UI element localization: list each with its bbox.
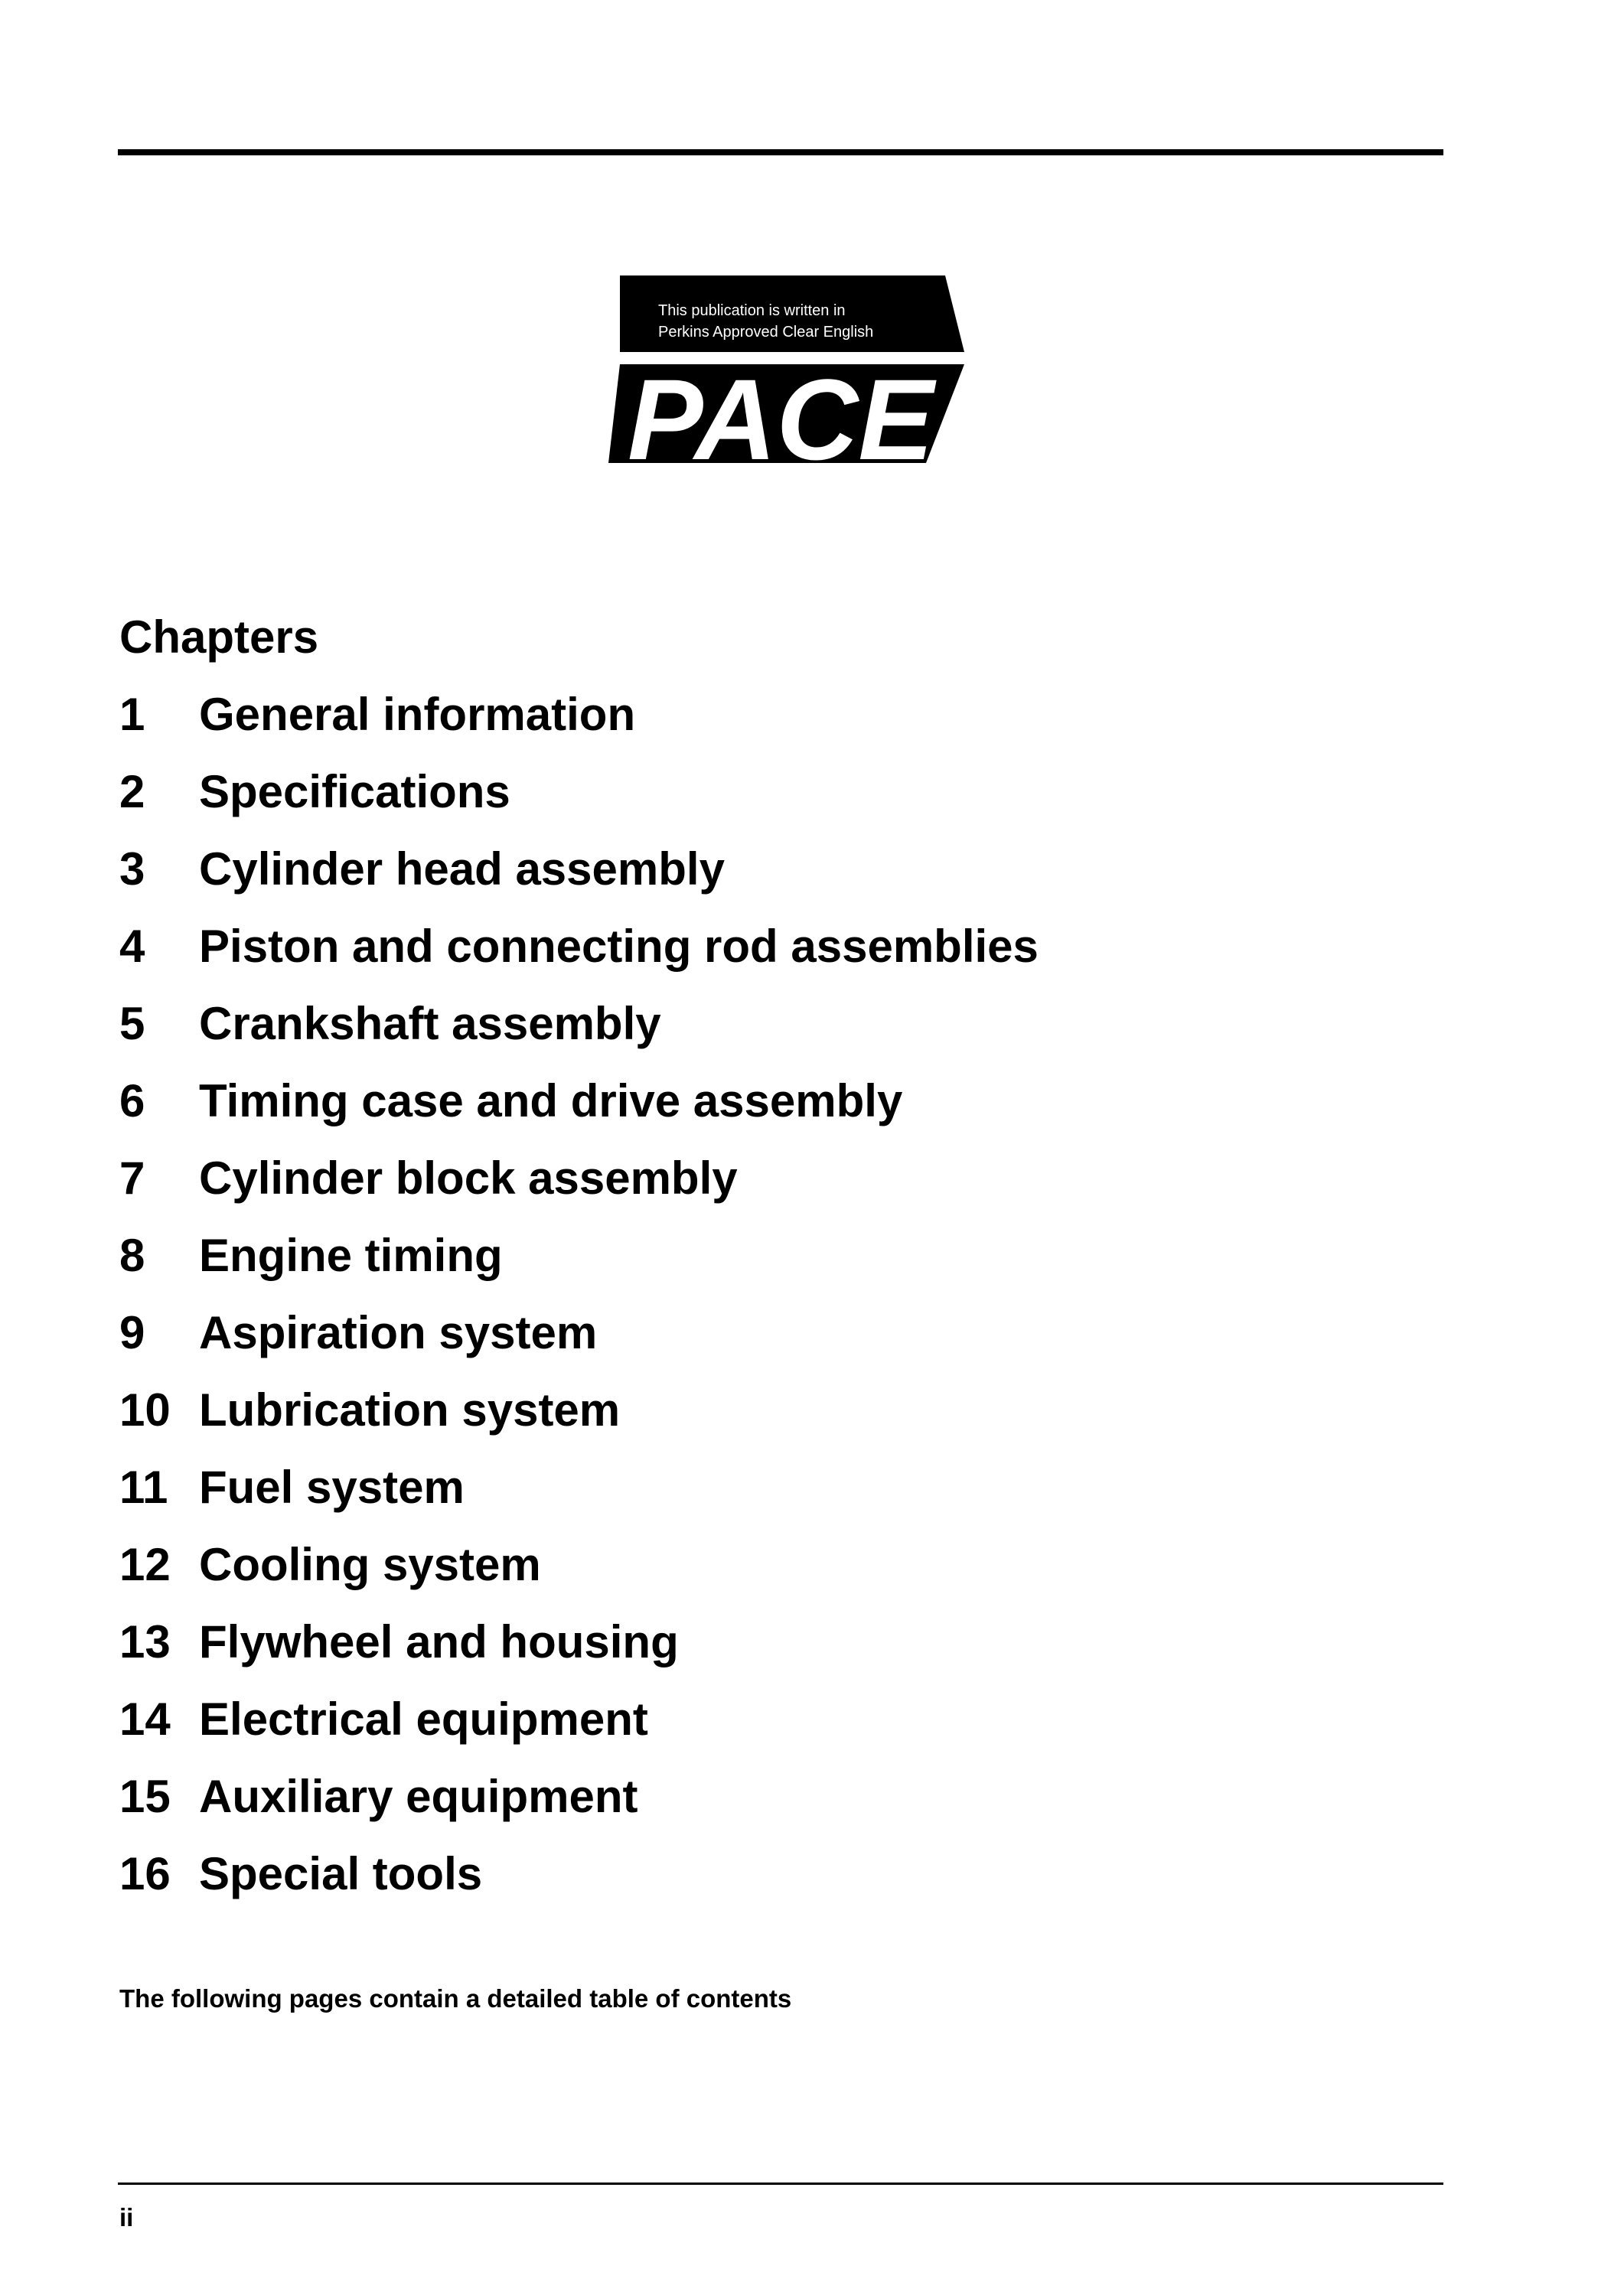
chapter-number: 10	[119, 1384, 171, 1436]
chapter-item	[119, 1074, 1039, 1151]
chapter-item	[119, 996, 1039, 1074]
chapter-number: 14	[119, 1694, 171, 1745]
pace-wordmark: PACE	[628, 355, 937, 467]
chapter-item	[119, 1615, 1039, 1692]
pace-logo	[605, 275, 972, 467]
chapter-title: General information	[199, 689, 636, 740]
chapter-title: Fuel system	[199, 1462, 465, 1513]
chapter-number: 5	[119, 998, 145, 1049]
chapter-number: 8	[119, 1230, 145, 1281]
chapter-item	[119, 1151, 1039, 1228]
logo-caption	[658, 300, 873, 343]
chapter-item	[119, 919, 1039, 996]
chapter-item	[119, 1692, 1039, 1769]
chapter-title: Crankshaft assembly	[199, 998, 661, 1049]
chapter-title: Specifications	[199, 766, 510, 817]
chapter-item	[119, 842, 1039, 919]
chapter-title: Piston and connecting rod assemblies	[199, 921, 1039, 972]
logo-caption-line1: This publication is written in	[658, 302, 846, 319]
chapter-list	[119, 687, 1039, 1924]
chapter-item	[119, 687, 1039, 764]
chapter-item	[119, 1537, 1039, 1615]
chapter-title: Auxiliary equipment	[199, 1771, 638, 1822]
chapter-number: 6	[119, 1075, 145, 1126]
chapter-title: Special tools	[199, 1848, 483, 1899]
page-number: ii	[119, 2203, 134, 2231]
toc-footnote: The following pages contain a detailed table of contents	[119, 1984, 792, 2013]
chapter-title: Flywheel and housing	[199, 1616, 679, 1667]
chapter-title: Cylinder block assembly	[199, 1152, 738, 1204]
chapter-number: 12	[119, 1539, 171, 1590]
chapter-number: 15	[119, 1771, 171, 1822]
bottom-rule	[118, 2183, 1443, 2185]
top-rule	[118, 149, 1443, 155]
chapter-title: Timing case and drive assembly	[199, 1075, 903, 1126]
chapter-item	[119, 1769, 1039, 1847]
logo-caption-line2: Perkins Approved Clear English	[658, 324, 874, 341]
chapter-title: Cylinder head assembly	[199, 843, 725, 895]
chapter-number: 1	[119, 689, 145, 740]
chapter-title: Aspiration system	[199, 1307, 598, 1358]
chapter-item	[119, 1228, 1039, 1306]
chapter-number: 2	[119, 766, 145, 817]
chapter-number: 13	[119, 1616, 171, 1667]
chapter-item	[119, 1460, 1039, 1537]
chapter-number: 4	[119, 921, 145, 972]
chapter-title: Lubrication system	[199, 1384, 621, 1436]
chapter-title: Electrical equipment	[199, 1694, 648, 1745]
chapter-number: 11	[119, 1462, 168, 1513]
chapter-item	[119, 1847, 1039, 1924]
chapter-item	[119, 1306, 1039, 1383]
chapter-number: 7	[119, 1152, 145, 1204]
chapter-number: 16	[119, 1848, 171, 1899]
chapter-number: 3	[119, 843, 145, 895]
chapter-item	[119, 1383, 1039, 1460]
chapter-number: 9	[119, 1307, 145, 1358]
chapter-title: Engine timing	[199, 1230, 503, 1281]
chapters-heading: Chapters	[119, 611, 319, 663]
chapter-item	[119, 764, 1039, 842]
chapter-title: Cooling system	[199, 1539, 541, 1590]
